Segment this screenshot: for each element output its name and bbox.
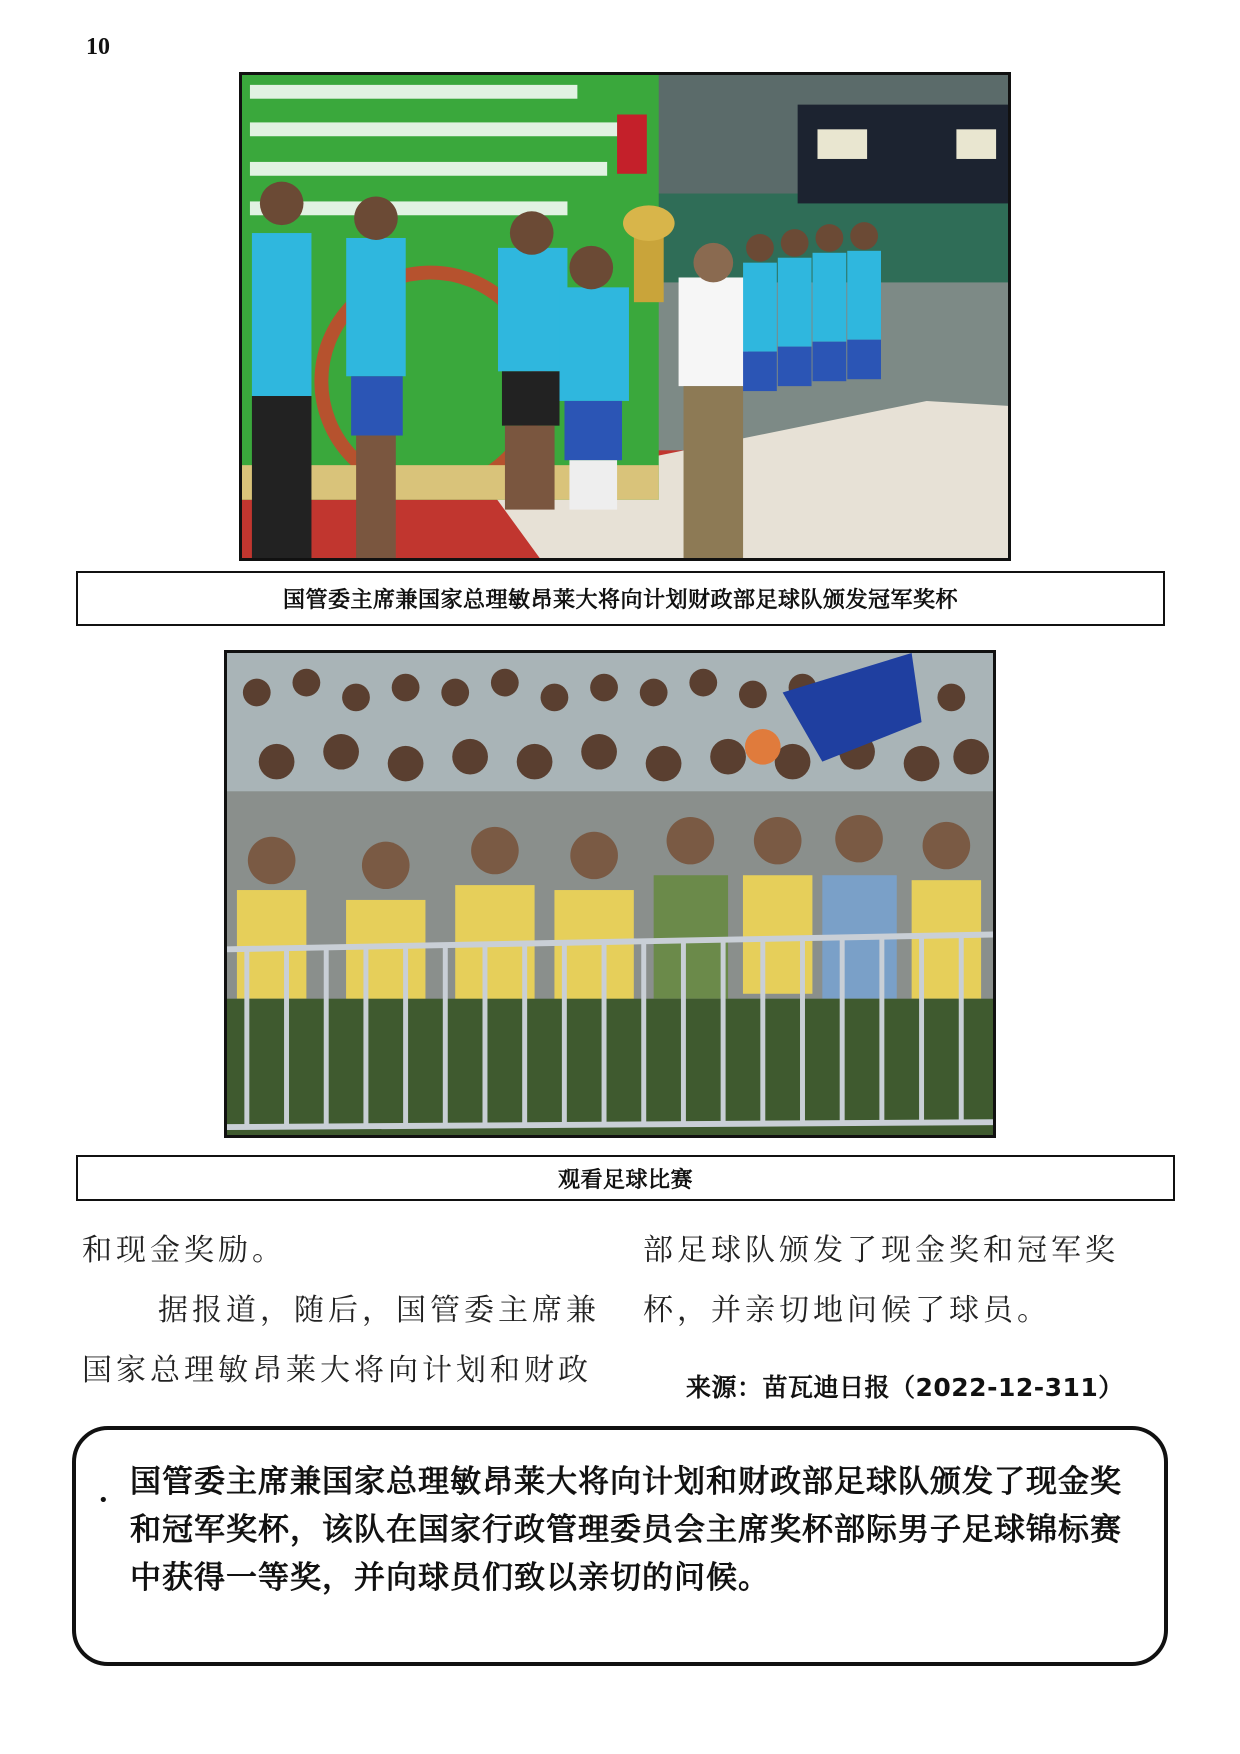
article-paragraph: 部足球队颁发了现金奖和冠军奖杯，并亲切地问候了球员。: [643, 1233, 1119, 1328]
article-paragraph: 据报道，随后，国管委主席兼国家总理敏昂莱大将向计划和财政: [82, 1293, 600, 1388]
article-source: 来源：苗瓦迪日报（2022-12-311）: [686, 1373, 1124, 1402]
article-left-column: [82, 1221, 622, 1401]
article-right-column: [643, 1221, 1183, 1341]
summary-box: [72, 1426, 1168, 1666]
award-ceremony-photo: [239, 72, 1011, 561]
bullet-icon: •: [98, 1490, 109, 1511]
award-photo-caption: 国管委主席兼国家总理敏昂莱大将向计划财政部足球队颁发冠军奖杯: [76, 571, 1165, 626]
page-number: 10: [86, 34, 110, 60]
summary-text: 国管委主席兼国家总理敏昂莱大将向计划和财政部足球队颁发了现金奖和冠军奖杯，该队在国家行政管理委员会主席奖杯部际男子足球锦标赛中获得一等奖，并向球员们致以亲切的问候。: [130, 1464, 1122, 1596]
article-paragraph: 和现金奖励。: [82, 1233, 286, 1268]
crowd-photo-caption: 观看足球比赛: [76, 1155, 1175, 1201]
crowd-photo: [224, 650, 996, 1138]
